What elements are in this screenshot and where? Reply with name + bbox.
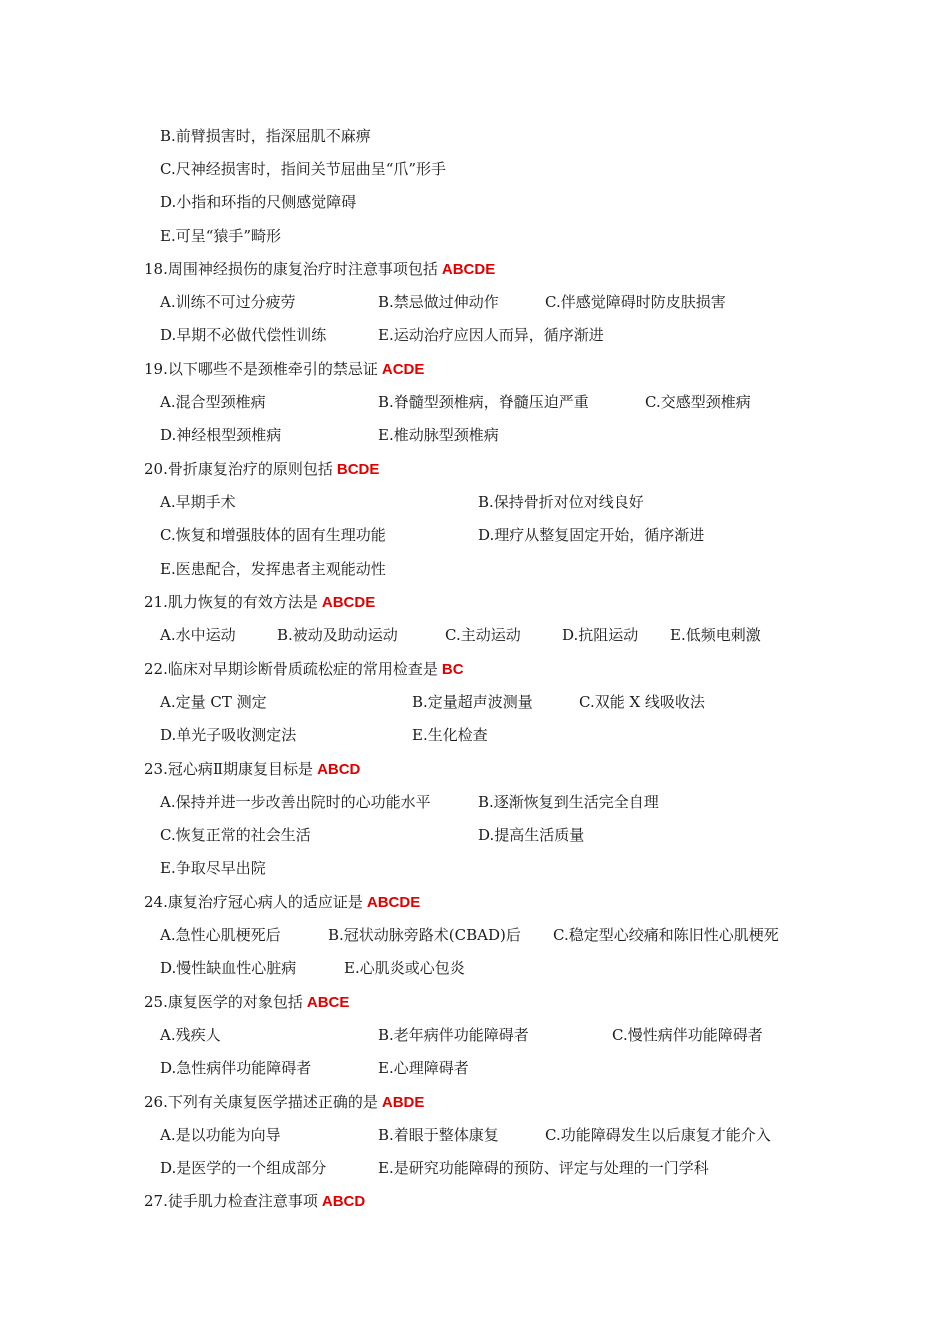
option-text: E.运动治疗应因人而异，循序渐进	[378, 326, 604, 344]
option-text: C.伴感觉障碍时防皮肤损害	[545, 293, 726, 311]
question-stem: 21.肌力恢复的有效方法是 ABCDE	[144, 593, 376, 611]
option-text: C.主动运动	[445, 626, 521, 644]
option-text: A.训练不可过分疲劳	[160, 293, 296, 311]
answer-key: BC	[441, 661, 464, 678]
option-text: B.保持骨折对位对线良好	[478, 493, 644, 511]
option-text: B.着眼于整体康复	[378, 1126, 499, 1144]
option-text: C.交感型颈椎病	[645, 393, 751, 411]
option-text: C.恢复和增强肢体的固有生理功能	[160, 526, 386, 544]
answer-key: ABCDE	[441, 261, 496, 278]
option-text: E.椎动脉型颈椎病	[378, 426, 499, 444]
option-text: D.早期不必做代偿性训练	[160, 326, 327, 344]
option-text: B.脊髓型颈椎病，脊髓压迫严重	[378, 393, 589, 411]
answer-key: ABCDE	[321, 594, 376, 611]
question-stem: 19.以下哪些不是颈椎牵引的禁忌证 ACDE	[144, 360, 425, 378]
option-text: D.神经根型颈椎病	[160, 426, 282, 444]
question-stem: 22.临床对早期诊断骨质疏松症的常用检查是 BC	[144, 660, 464, 678]
option-text: D.理疗从整复固定开始，循序渐进	[478, 526, 705, 544]
option-text: D.急性病伴功能障碍者	[160, 1059, 312, 1077]
question-stem: 24.康复治疗冠心病人的适应证是 ABCDE	[144, 893, 421, 911]
option-text: C.稳定型心绞痛和陈旧性心肌梗死	[553, 926, 779, 944]
option-text: A.水中运动	[160, 626, 236, 644]
option-text: B.逐渐恢复到生活完全自理	[478, 793, 659, 811]
option-text: E.生化检查	[412, 726, 488, 744]
option-text: A.保持并进一步改善出院时的心功能水平	[160, 793, 431, 811]
option-text: B.禁忌做过伸动作	[378, 293, 499, 311]
option-text: E.心肌炎或心包炎	[344, 959, 465, 977]
option-text: A.是以功能为向导	[160, 1126, 281, 1144]
option-text: D.单光子吸收测定法	[160, 726, 297, 744]
option-text: E.争取尽早出院	[160, 859, 266, 877]
option-text: D.慢性缺血性心脏病	[160, 959, 297, 977]
answer-key: ABCD	[321, 1193, 366, 1210]
option-text: D.提高生活质量	[478, 826, 585, 844]
answer-key: ABDE	[381, 1094, 425, 1111]
option-text: E.可呈“猿手”畸形	[160, 227, 282, 245]
option-text: E.心理障碍者	[378, 1059, 469, 1077]
option-text: B.冠状动脉旁路术(CBAD)后	[328, 926, 521, 944]
option-text: C.双能 X 线吸收法	[579, 693, 705, 711]
answer-key: ABCDE	[366, 894, 421, 911]
question-stem: 25.康复医学的对象包括 ABCE	[144, 993, 350, 1011]
option-text: C.慢性病伴功能障碍者	[612, 1026, 763, 1044]
question-stem: 23.冠心病Ⅱ期康复目标是 ABCD	[144, 760, 361, 778]
option-text: E.是研究功能障碍的预防、评定与处理的一门学科	[378, 1159, 709, 1177]
option-text: D.抗阻运动	[562, 626, 639, 644]
question-stem: 26.下列有关康复医学描述正确的是 ABDE	[144, 1093, 425, 1111]
answer-key: BCDE	[336, 461, 380, 478]
option-text: B.老年病伴功能障碍者	[378, 1026, 529, 1044]
option-text: C.功能障碍发生以后康复才能介入	[545, 1126, 771, 1144]
option-text: D.是医学的一个组成部分	[160, 1159, 327, 1177]
option-text: B.被动及助动运动	[277, 626, 398, 644]
option-text: B.定量超声波测量	[412, 693, 533, 711]
option-text: A.残疾人	[160, 1026, 221, 1044]
option-text: E.低频电刺激	[670, 626, 761, 644]
option-text: C.恢复正常的社会生活	[160, 826, 311, 844]
question-stem: 18.周围神经损伤的康复治疗时注意事项包括 ABCDE	[144, 260, 496, 278]
question-stem: 20.骨折康复治疗的原则包括 BCDE	[144, 460, 380, 478]
option-text: B.前臂损害时，指深屈肌不麻痹	[160, 127, 371, 145]
answer-key: ABCD	[317, 761, 361, 778]
answer-key: ABCE	[306, 994, 350, 1011]
answer-key: ACDE	[381, 361, 425, 378]
option-text: E.医患配合，发挥患者主观能动性	[160, 560, 386, 578]
option-text: A.急性心肌梗死后	[160, 926, 281, 944]
option-text: A.混合型颈椎病	[160, 393, 266, 411]
option-text: D.小指和环指的尺侧感觉障碍	[160, 193, 357, 211]
option-text: A.定量 CT 测定	[160, 693, 267, 711]
option-text: A.早期手术	[160, 493, 236, 511]
question-stem: 27.徒手肌力检查注意事项 ABCD	[144, 1192, 366, 1210]
option-text: C.尺神经损害时，指间关节屈曲呈“爪”形手	[160, 160, 447, 178]
